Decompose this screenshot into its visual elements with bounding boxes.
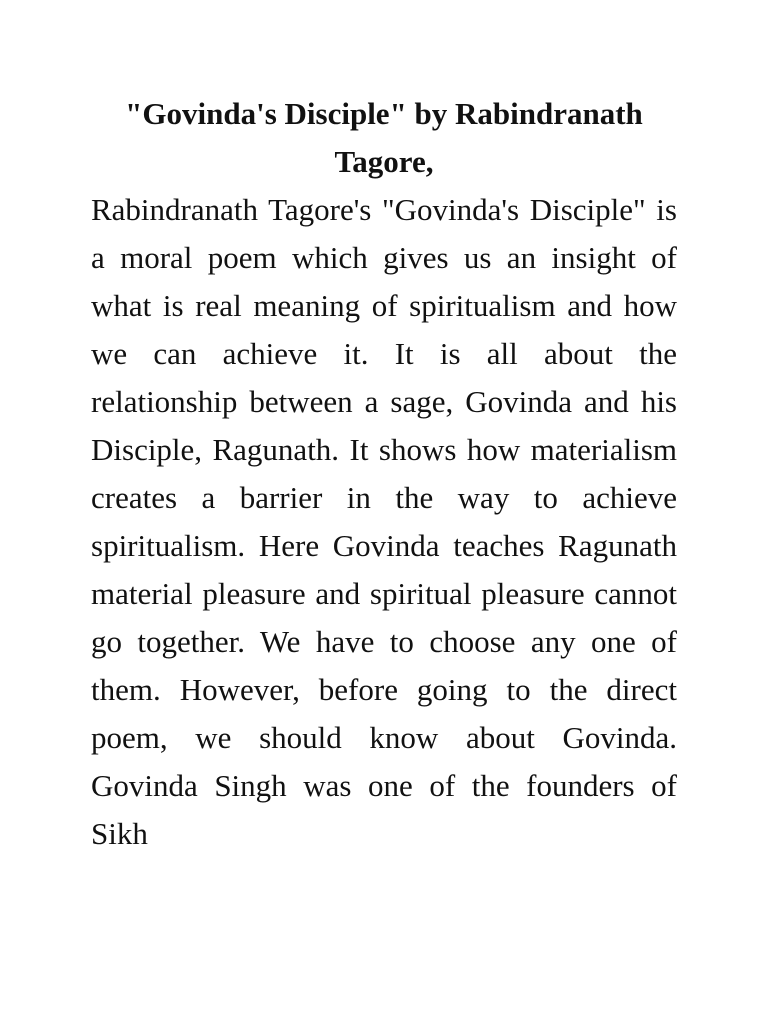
document-title: "Govinda's Disciple" by Rabindranath Tagore, — [125, 96, 643, 179]
document-body-paragraph: Rabindranath Tagore's "Govinda's Disciple" is a moral poem which gives us an insight of what is real meaning of spiritualism and how we can achieve it. It is all about the relationship between a sage, Govinda and his Disciple, Ragunath. It shows how materialism creates a barrier in the way to achieve spiritualism. Here Govinda teaches Ragunath material pleasure and spiritual pleasure cannot go together. We have to choose any one of them. However, before going to the direct poem, we should know about Govinda. Govinda Singh was one of the founders of Sikh — [91, 192, 677, 851]
document-page — [91, 90, 677, 858]
